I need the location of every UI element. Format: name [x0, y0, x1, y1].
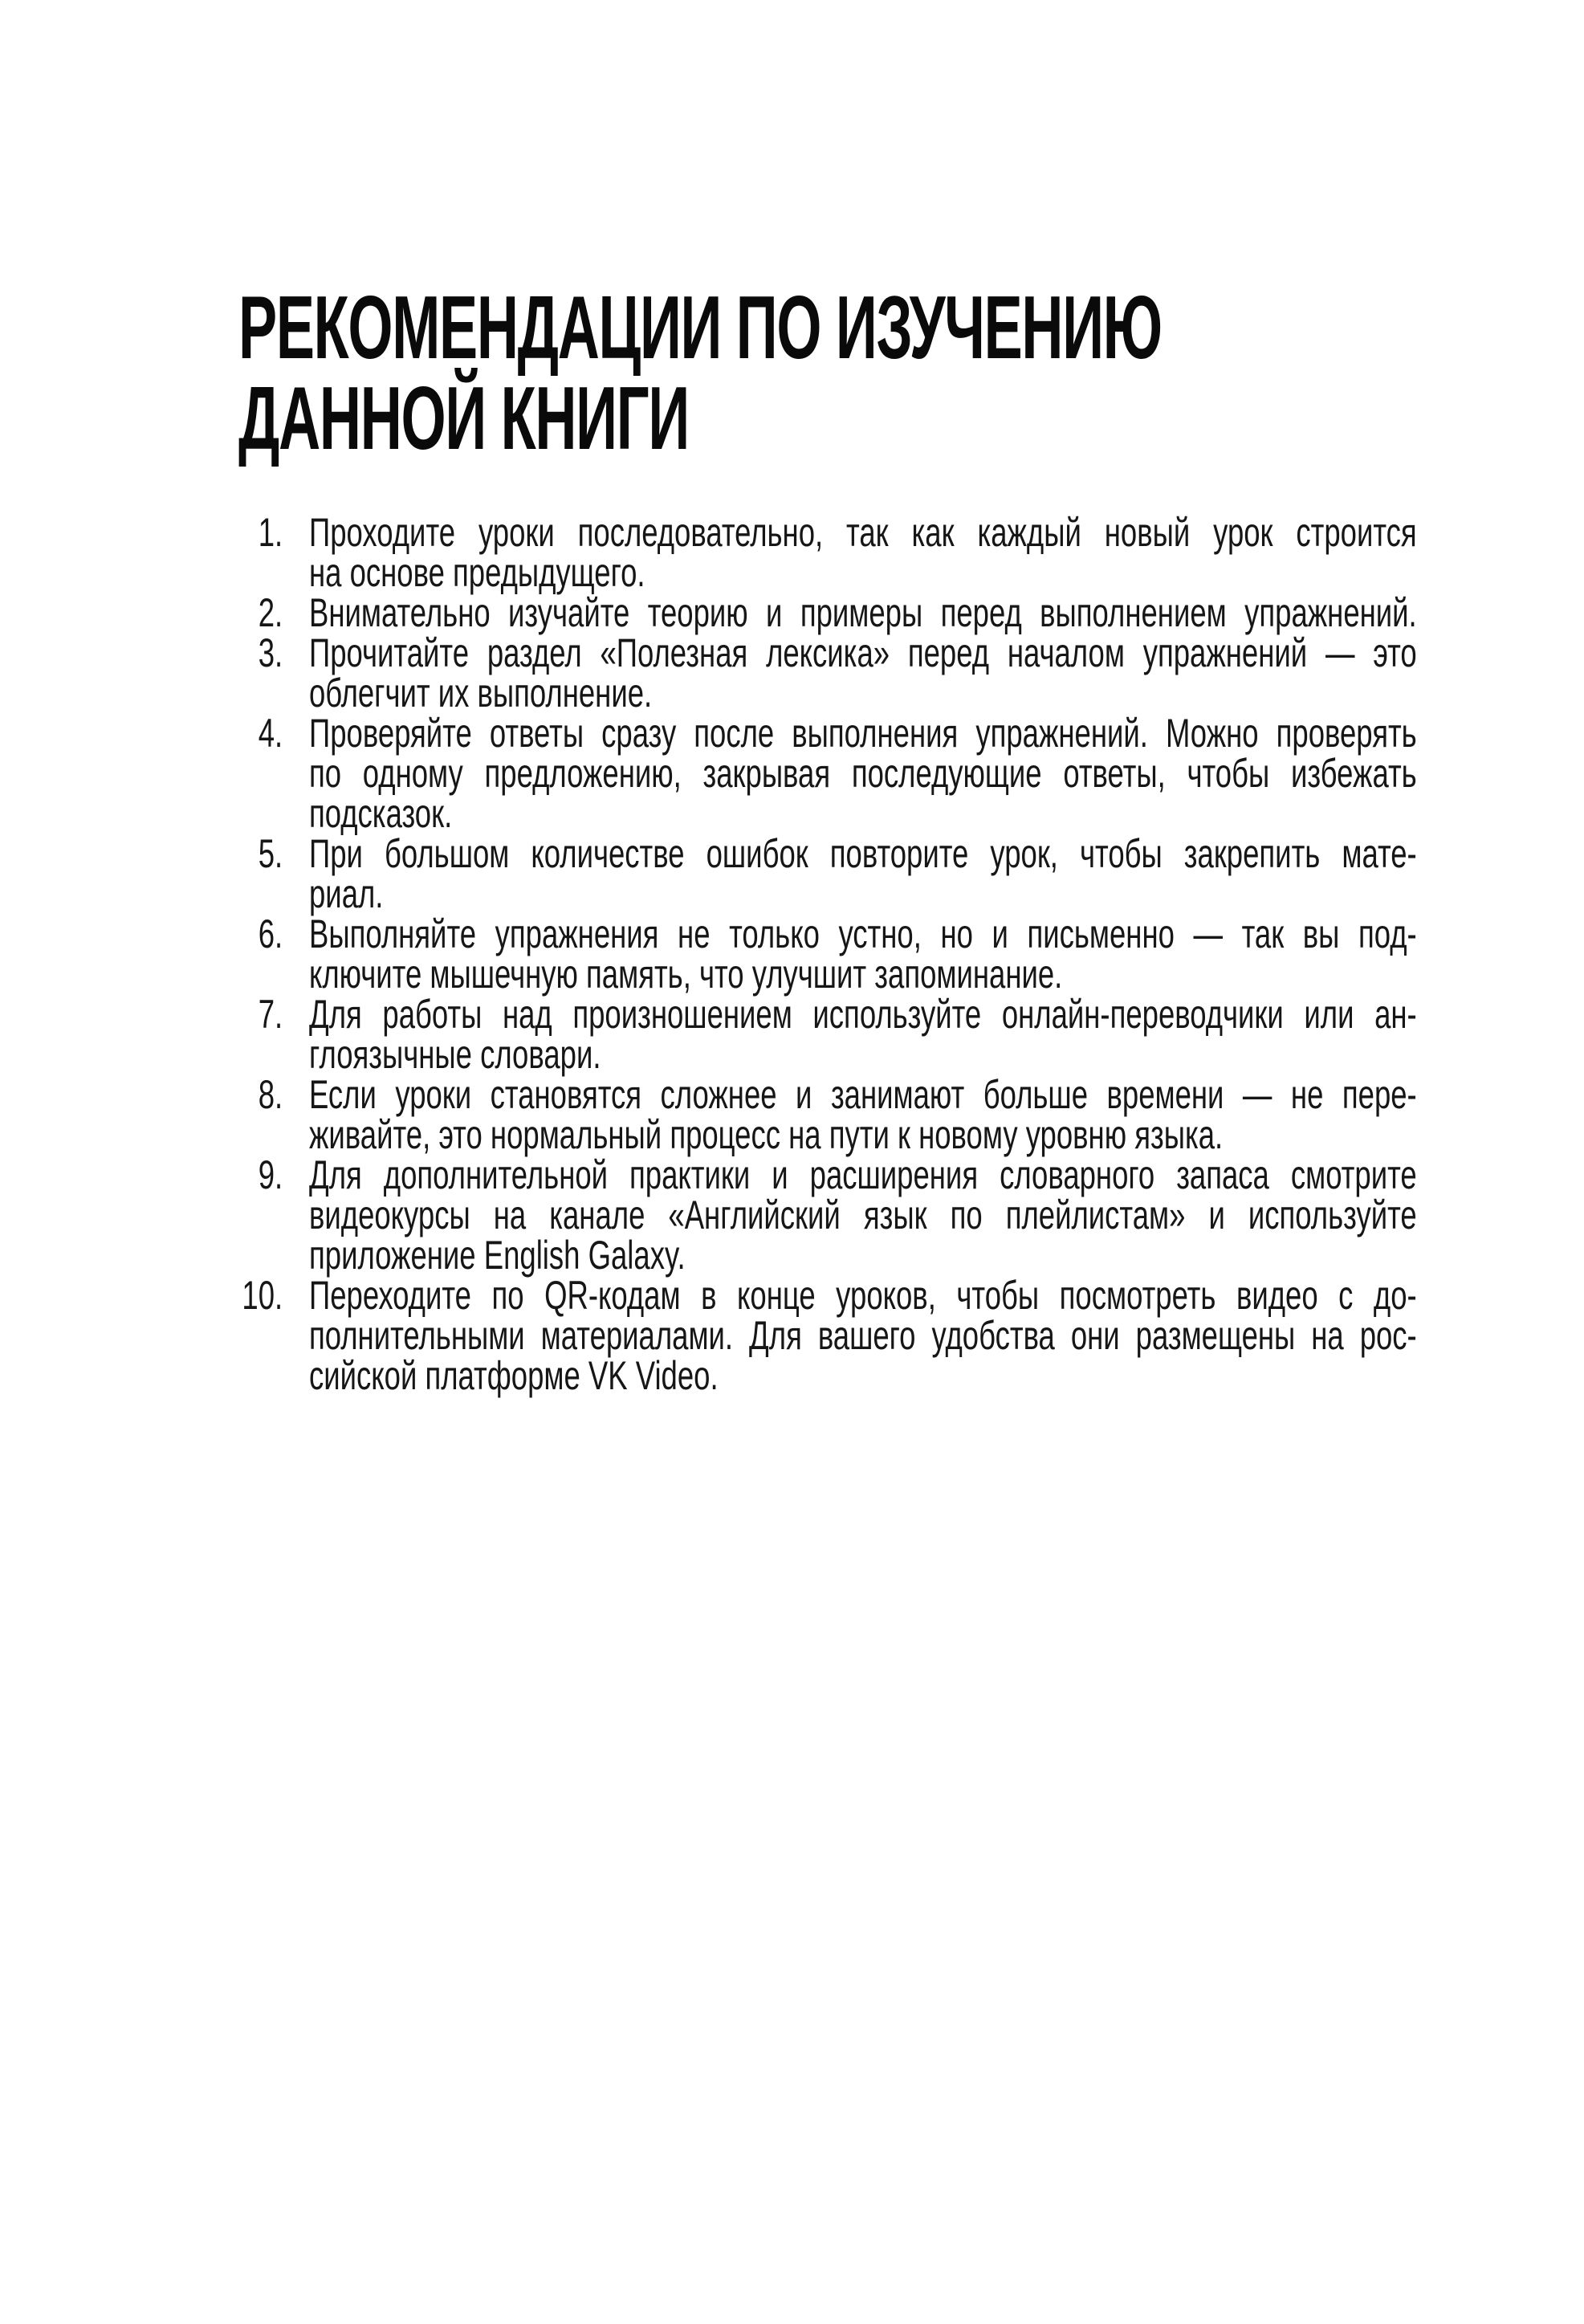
recommendations-list — [242, 510, 1417, 1398]
page-title-line-2: ДАННОЙ КНИГИ — [238, 369, 689, 468]
list-item-line: риал. — [309, 871, 384, 916]
list-item-text — [309, 992, 1417, 1077]
list-item-line: сийской платформе VK Video. — [309, 1353, 719, 1398]
list-item-number: 5. — [258, 831, 283, 876]
list-item-number: 8. — [258, 1072, 283, 1117]
list-item-number: 1. — [258, 510, 283, 555]
list-item-line: При большом количестве ошибок повторите урок, чтобы закрепить мате- — [309, 831, 1417, 876]
list-item-line: полнительными материалами. Для вашего удобства они размещены на рос- — [309, 1313, 1417, 1358]
list-item-text — [309, 831, 1417, 916]
list-item-number: 7. — [258, 992, 283, 1037]
list-item-text — [309, 713, 1417, 834]
list-item — [258, 831, 1417, 916]
list-item-line: Проверяйте ответы сразу после выполнения упражнений. Можно проверять — [309, 711, 1417, 756]
list-item-line: по одному предложению, закрывая последующие ответы, чтобы избежать — [309, 751, 1417, 796]
list-item-text — [309, 1275, 1417, 1396]
list-item-line: глоязычные словари. — [309, 1032, 601, 1077]
list-item-line: ключите мышечную память, что улучшит запоминание. — [309, 952, 1063, 997]
list-item-number: 4. — [258, 711, 283, 756]
list-item-line: Прочитайте раздел «Полезная лексика» перед началом упражнений — это — [309, 630, 1417, 675]
list-item — [258, 992, 1417, 1077]
list-item — [258, 711, 1417, 836]
list-item-line: Переходите по QR-кодам в конце уроков, чтобы посмотреть видео с до- — [309, 1273, 1417, 1318]
list-item-text — [309, 911, 1417, 997]
list-item — [258, 1152, 1417, 1278]
list-item-text — [309, 1074, 1417, 1155]
list-item-number: 6. — [258, 911, 283, 956]
list-item — [242, 1273, 1417, 1398]
list-item — [258, 510, 1417, 595]
page-title-line-1: РЕКОМЕНДАЦИИ ПО ИЗУЧЕНИЮ — [238, 278, 1162, 377]
list-item — [258, 911, 1417, 997]
list-item-text — [309, 512, 1417, 593]
list-item-line: живайте, это нормальный процесс на пути к новому уровню языка. — [309, 1112, 1224, 1157]
list-item-number: 3. — [258, 630, 283, 675]
page-title — [238, 278, 1162, 468]
list-item-line: Для дополнительной практики и расширения словарного запаса смотрите — [309, 1152, 1417, 1197]
list-item-line: подсказок. — [309, 791, 453, 836]
list-item-line: приложение English Galaxy. — [309, 1233, 686, 1278]
list-item-number: 2. — [258, 590, 283, 635]
list-item — [258, 590, 1417, 635]
list-item-line: видеокурсы на канале «Английский язык по плейлистам» и используйте — [309, 1193, 1417, 1237]
list-item-line: Если уроки становятся сложнее и занимают больше времени — не пере- — [309, 1072, 1417, 1117]
list-item-line: Внимательно изучайте теорию и примеры перед выполнением упражнений. — [309, 590, 1417, 635]
list-item-text — [309, 630, 1417, 716]
list-item-number: 9. — [258, 1152, 283, 1197]
list-item — [258, 630, 1417, 716]
list-item-number: 10. — [242, 1273, 283, 1318]
list-item-text — [309, 590, 1417, 635]
list-item-line: Проходите уроки последовательно, так как каждый новый урок строится — [309, 510, 1417, 555]
list-item-line: облегчит их выполнение. — [309, 671, 653, 716]
list-item-text — [309, 1152, 1417, 1278]
list-item-line: Выполняйте упражнения не только устно, но и письменно — так вы под- — [309, 911, 1417, 956]
list-item-line: Для работы над произношением используйте онлайн-переводчики или ан- — [309, 992, 1417, 1037]
list-item — [258, 1072, 1417, 1157]
list-item-line: на основе предыдущего. — [309, 550, 645, 595]
